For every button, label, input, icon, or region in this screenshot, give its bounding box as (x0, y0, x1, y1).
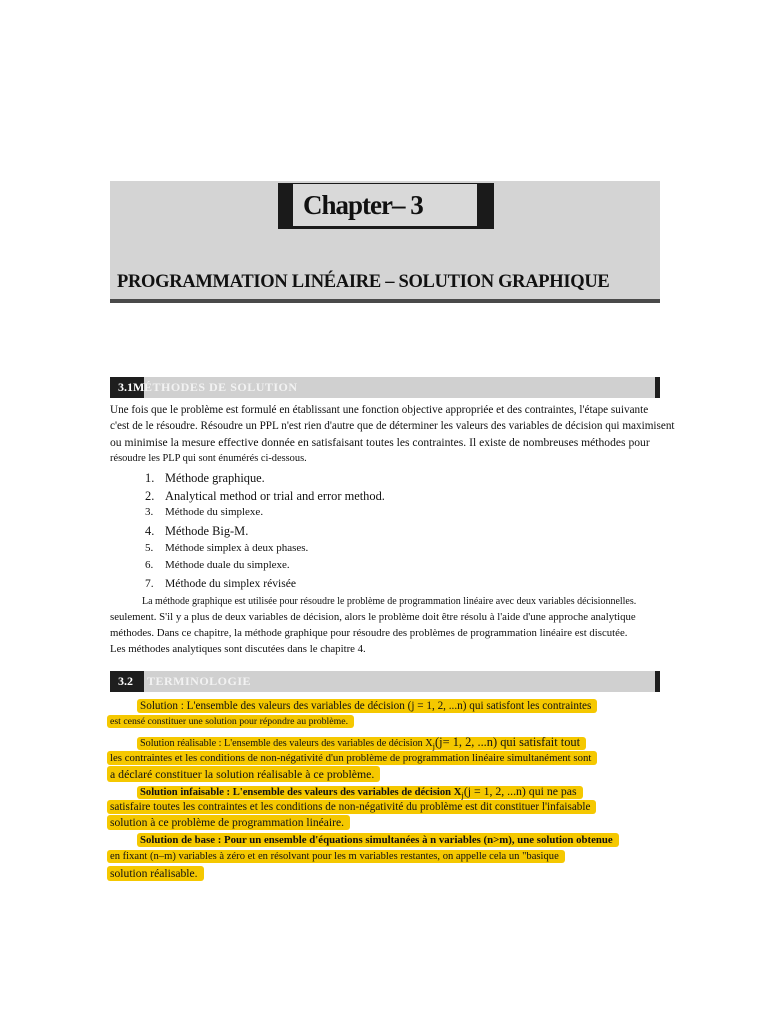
section-heading-3-2 (110, 671, 660, 692)
chapter-label: Chapter– 3 (303, 190, 423, 220)
list-item: 2. Analytical method or trial and error method. (145, 489, 385, 503)
term-base (137, 834, 619, 846)
term-base (107, 867, 204, 880)
paragraph-line: seulement. S'il y a plus de deux variables de décision, alors le problème doit être résolu à l'aide d'une approche analytique (110, 611, 636, 623)
term-realisable (107, 752, 597, 764)
list-item: 4. Méthode Big-M. (145, 524, 249, 538)
section-bar-end (655, 671, 660, 692)
highlighted-text: a déclaré constituer la solution réalisable à ce problème. (107, 766, 380, 782)
term-infaisable (107, 801, 596, 813)
section-heading-3-1 (110, 377, 660, 398)
section-title: ÉTHODES DE SOLUTION (144, 380, 298, 394)
intro-line: résoudre les PLP qui sont énumérés ci-dessous. (110, 453, 307, 464)
term-solution (107, 716, 354, 727)
list-item: 1. Méthode graphique. (145, 471, 265, 485)
paragraph-line: méthodes. Dans ce chapitre, la méthode graphique pour résoudre des problèmes de programmation linéaire est discutée. (110, 627, 628, 639)
term-base (107, 851, 565, 862)
term-infaisable (137, 784, 583, 800)
list-item: 3. Méthode du simplexe. (145, 506, 264, 518)
highlighted-text: solution réalisable. (107, 866, 204, 881)
section-bar-end (655, 377, 660, 398)
paragraph-line: Les méthodes analytiques sont discutées dans le chapitre 4. (110, 643, 366, 655)
list-item: 7. Méthode du simplex révisée (145, 577, 297, 590)
chapter-label-box (278, 183, 494, 229)
highlighted-text: en fixant (n–m) variables à zéro et en résolvant pour les m variables restantes, on appelle cela un "basique (107, 850, 565, 863)
chapter-label-inner (292, 183, 478, 227)
highlighted-text: est censé constituer une solution pour répondre au problème. (107, 715, 354, 728)
highlighted-text: Solution réalisable : L'ensemble des valeurs des variables de décision $X_j(j= 1$, 2, ...n) qui satisfait tout (137, 737, 586, 750)
term-realisable (137, 735, 586, 751)
highlighted-text: Solution de base : Pour un ensemble d'équations simultanées à n variables (n>m), une solution obtenue (137, 833, 619, 847)
section-title: TERMINOLOGIE (147, 674, 252, 688)
chapter-title: PROGRAMMATION LINÉAIRE – SOLUTION GRAPHIQUE (117, 272, 610, 292)
highlighted-text: les contraintes et les conditions de non-négativité d'un problème de programmation linéaire simultanément sont (107, 751, 597, 765)
term-solution (137, 700, 597, 712)
intro-line: Une fois que le problème est formulé en établissant une fonction objective appropriée et des contraintes, l'étape suivante (110, 404, 649, 416)
highlighted-text: solution à ce problème de programmation linéaire. (107, 815, 350, 830)
header-divider (110, 299, 660, 303)
intro-line: ou minimise la mesure effective donnée en satisfaisant toutes les contraintes. Il existe de nombreuses méthodes pour (110, 436, 650, 449)
section-number: 3.1M (110, 377, 144, 398)
term-infaisable (107, 816, 350, 829)
section-number: 3.2 (110, 671, 144, 692)
highlighted-text: Solution : L'ensemble des valeurs des variables de décision (j = 1, 2, ...n) qui satisfont les contraintes (137, 699, 597, 713)
list-item: 5. Méthode simplex à deux phases. (145, 542, 309, 554)
highlighted-text: satisfaire toutes les contraintes et les conditions de non-négativité du problème est dit constituer l'infaisable (107, 800, 596, 814)
list-item: 6. Méthode duale du simplexe. (145, 559, 290, 571)
intro-line: c'est de le résoudre. Résoudre un PPL n'est rien d'autre que de déterminer les valeurs des variables de décision qui maximisent (110, 420, 675, 432)
paragraph-line: La méthode graphique est utilisée pour résoudre le problème de programmation linéaire avec deux variables décisionnelles. (142, 596, 637, 607)
highlighted-text: Solution infaisable : L'ensemble des valeurs des variables de décision $X_j(j = 1$, 2, ...n) qui ne pas (137, 786, 583, 799)
term-realisable (107, 767, 380, 782)
